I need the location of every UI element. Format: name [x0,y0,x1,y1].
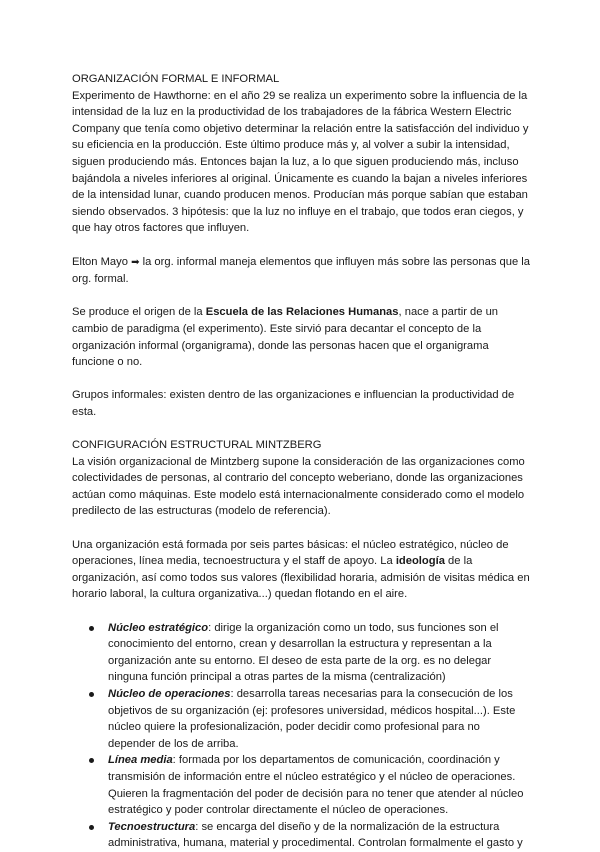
list-item-term: Tecnoestructura [108,820,196,833]
list-item [72,752,530,818]
elton-mayo-text: la org. informal maneja elementos que influyen más sobre las personas que la org. formal. [72,255,531,286]
list-item-text: : desarrolla tareas necesarias para la consecución de los objetivos de su organización (ej: profesores universidad, médicos hospital...). Este núcleo quiere la profesionalización, poder decidir como profesional para no depender de los de arriba. [108,687,516,750]
paragraph-elton-mayo [72,254,530,288]
list-item-text: : formada por los departamentos de comunicación, coordinación y transmisión de información entre el núcleo estratégico y el núcleo de operaciones. Quieren la fragmentación del poder de decisión para no tener que atender al núcleo estratégico y poder controlar directamente el núcleo de operaciones. [108,754,524,817]
paragraph-spacer [72,520,530,537]
escuela-post: , nace a partir de un cambio de paradigma (el experimento). Este sirvió para decantar el concepto de la organización informal (organigrama), donde las personas hacen que el organigrama funcione o no. [72,306,499,369]
paragraph-spacer [72,603,530,620]
section-heading-organizacion: ORGANIZACIÓN FORMAL E INFORMAL [72,73,280,85]
paragraph-escuela [72,304,530,370]
partes-pre: Una organización está formada por seis partes básicas: el núcleo estratégico, núcleo de operaciones, línea media, tecnoestructura y el staff de apoyo. La [72,538,509,568]
paragraph-spacer [72,288,530,305]
paragraph-seis-partes [72,537,530,603]
section-heading-mintzberg: CONFIGURACIÓN ESTRUCTURAL MINTZBERG [72,439,322,452]
paragraph-mintzberg-intro: La visión organizacional de Mintzberg supone la consideración de las organizaciones como colectividades de personas, al contrario del concepto weberiano, donde las organizaciones actúan como máquinas. Este modelo está internacionalmente considerado como el modelo predilecto de las estructuras (modelo de referencia). [72,455,525,518]
right-arrow-icon: ➡ [131,256,140,268]
partes-list [72,620,530,852]
list-item-term: Línea media [108,754,173,767]
elton-mayo-name: Elton Mayo [72,255,128,268]
list-item [72,686,530,752]
paragraph-grupos-informales: Grupos informales: existen dentro de las organizaciones e influencian la productividad de esta. [72,389,515,418]
bullet-icon [89,825,94,830]
ideologia-bold-term: ideología [395,555,445,568]
partes-post: de la organización, así como todos sus valores (flexibilidad horaria, admisión de visitas médica en horario laboral, la cultura organizativa...) quedan flotando en el aire. [72,555,530,601]
paragraph-spacer [72,237,530,254]
bullet-icon [89,626,94,631]
paragraph-hawthorne: Experimento de Hawthorne: en el año 29 se realiza un experimento sobre la influencia de la intensidad de la luz en la productividad de los trabajadores de la fábrica Western Electric Company que tenía como objetivo determinar la relación entre la satisfacción del individuo y su eficiencia en la producción. Este último produce más y, al volver a subir la intensidad, siguen produciendo más. Entonces bajan la luz, a lo que siguen produciendo más, incluso bajándola a niveles inferiores al original. Únicamente es cuando la bajan a niveles inferiores de la intensidad lunar, cuando producen menos. Producían más porque sabían que estaban siendo observados. 3 hipótesis: que la luz no influye en el trabajo, que todos eran ciegos, y que hay otros factores que influyen. [72,89,529,235]
list-item-text: : se encarga del diseño y de la normalización de la estructura administrativa, humana, material y procedimental. Controlan formalmente el gasto y [108,820,523,850]
list-item-term: Núcleo de operaciones [108,687,231,700]
escuela-pre: Se produce el origen de la [72,306,203,319]
paragraph-spacer [72,371,530,388]
bullet-icon [89,758,94,763]
list-item [72,819,530,852]
escuela-bold-term: Escuela de las Relaciones Humanas [205,306,399,319]
bullet-icon [89,692,94,697]
list-item-text: : dirige la organización como un todo, sus funciones son el conocimiento del entorno, crean y desarrollan la estructura y representan a la organización ante su entorno. El deseo de esta parte de la org. es no delegar ninguna función principal a otras partes de la misma (centralización) [108,621,499,684]
list-item [72,620,530,686]
document-content [72,71,530,852]
paragraph-spacer [72,420,530,437]
list-item-term: Núcleo estratégico [108,621,209,634]
